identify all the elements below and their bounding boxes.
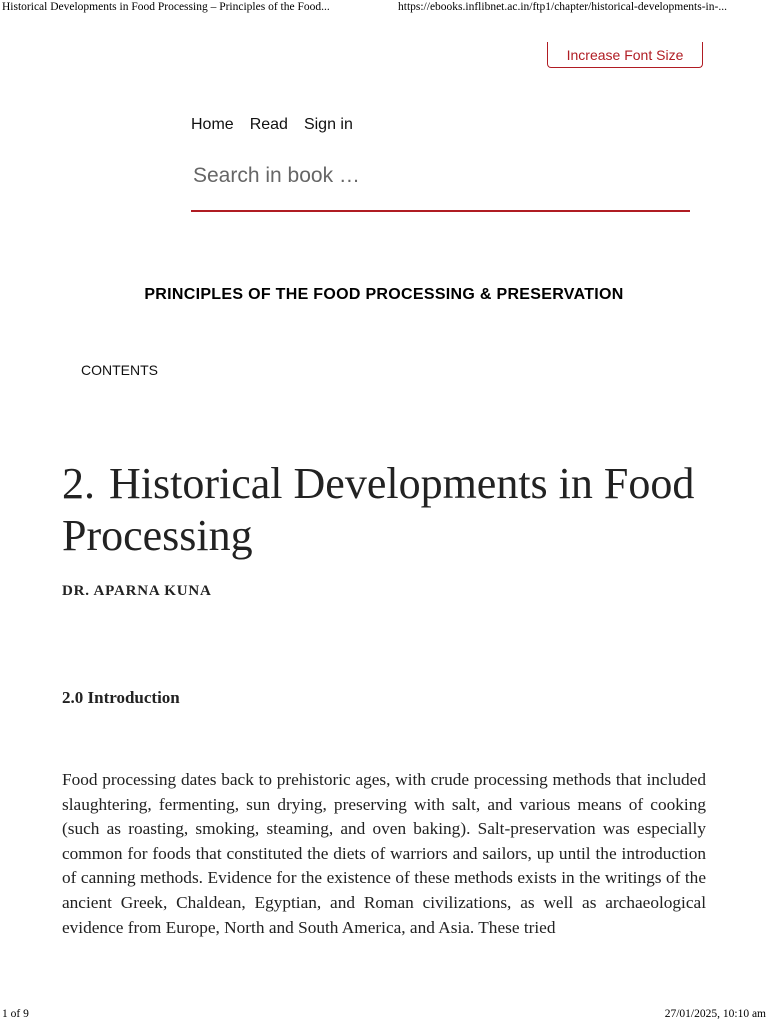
book-title[interactable]: PRINCIPLES OF THE FOOD PROCESSING & PRESERVATION	[144, 286, 624, 303]
top-nav	[191, 116, 353, 134]
nav-home-link[interactable]: Home	[191, 116, 234, 133]
chapter-title	[62, 458, 722, 562]
chapter-title-text: Historical Developments in Food Processing	[62, 459, 695, 560]
print-footer	[0, 1006, 768, 1024]
page-counter: 1 of 9	[2, 1008, 29, 1020]
book-search	[191, 152, 690, 212]
increase-font-size-button[interactable]: Increase Font Size	[547, 42, 703, 68]
section-heading: 2.0 Introduction	[62, 688, 180, 707]
chapter-author: DR. APARNA KUNA	[62, 583, 212, 599]
print-header	[0, 0, 768, 16]
contents-toggle[interactable]: CONTENTS	[81, 362, 158, 378]
body-paragraph: Food processing dates back to prehistoric ages, with crude processing methods that included slaughtering, fermenting, sun drying, preserving with salt, and various means of cooking (such as roasting, smoking, steaming, and oven baking). Salt-preservation was especially common for foods that constituted the diets of warriors and sailors, up until the introduction of canning methods. Evidence for the existence of these methods exists in the writings of the ancient Greek, Chaldean, Egyptian, and Roman civilizations, as well as archaeological evidence from Europe, North and South America, and Asia. These tried	[62, 770, 706, 937]
nav-read-link[interactable]: Read	[249, 116, 288, 133]
print-header-url: https://ebooks.inflibnet.ac.in/ftp1/chapter/historical-developments-in-...	[398, 1, 727, 13]
search-input[interactable]	[191, 153, 694, 199]
chapter-number: 2.	[62, 459, 95, 508]
nav-sign-in-link[interactable]: Sign in	[303, 116, 353, 133]
print-timestamp: 27/01/2025, 10:10 am	[664, 1008, 766, 1020]
print-header-title: Historical Developments in Food Processing – Principles of the Food...	[2, 1, 330, 13]
